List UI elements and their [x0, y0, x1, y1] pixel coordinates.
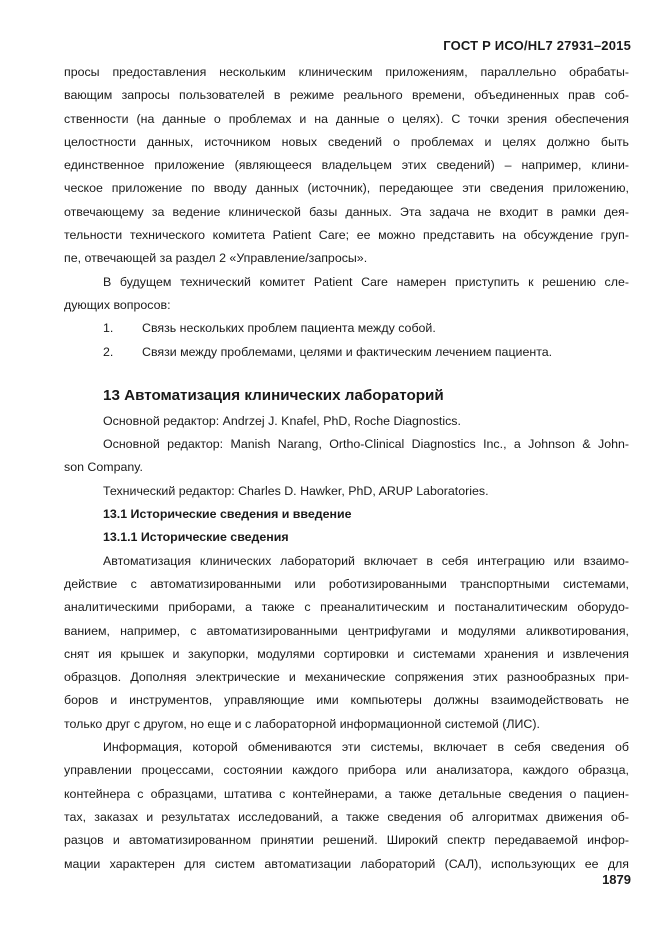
- subsection-title: 13.1 Исторические сведения и введение: [103, 507, 352, 522]
- text-line: контейнера с образцами, штатива с контейнерами, а также детальные сведения о пациен-: [64, 786, 629, 801]
- text-line: Автоматизация клинических лабораторий включает в себя интеграцию или взаимо-: [103, 553, 629, 568]
- list-text: Связь нескольких проблем пациента между собой.: [142, 321, 436, 336]
- list-number: 1.: [103, 321, 114, 336]
- text-line: пе, отвечающей за раздел 2 «Управление/запросы».: [64, 251, 368, 266]
- editor-line: Основной редактор: Manish Narang, Ortho-Clinical Diagnostics Inc., a Johnson & John-: [103, 437, 629, 452]
- text-line: отвечающему за ведение клинической базы данных. Эта задача не входит в рамки дея-: [64, 204, 629, 219]
- text-line: мации характерен для систем автоматизации лабораторий (САЛ), использующих ее для: [64, 856, 629, 871]
- list-item: [64, 317, 629, 340]
- section-title: 13 Автоматизация клинических лабораторий: [103, 386, 444, 404]
- text-line: управлении процессами, состоянии каждого прибора или анализатора, каждого образца,: [64, 763, 629, 778]
- editor-line: son Company.: [64, 460, 143, 475]
- page-content: [64, 61, 629, 876]
- text-line: единственное приложение (являющееся владельцем этих сведений) – например, клини-: [64, 158, 629, 173]
- text-line: разцов и автоматизированном принятии решений. Широкий спектр передаваемой инфор-: [64, 833, 629, 848]
- text-line: действие с автоматизированными или роботизированными транспортными системами,: [64, 576, 629, 591]
- page-number: 1879: [602, 872, 631, 887]
- text-line: аналитическими приборами, а также с преаналитическим и постаналитическим оборудо-: [64, 600, 629, 615]
- text-line: тах, заказах и результатах исследований, а также сведения об алгоритмах движения об-: [64, 809, 629, 824]
- text-line: ческое приложение по вводу данных (источник), передающее эти сведения приложению,: [64, 181, 629, 196]
- text-line: Информация, которой обмениваются эти системы, включает в себя сведения об: [103, 740, 629, 755]
- text-line: снят ия крышек и закупорки, модулями сортировки и системами хранения и извлечения: [64, 646, 629, 661]
- text-line: вающим запросы пользователей в режиме реального времени, объединенных прав соб-: [64, 88, 629, 103]
- text-line: только друг с другом, но еще и с лабораторной информационной системой (ЛИС).: [64, 716, 540, 731]
- tech-editor-line: Технический редактор: Charles D. Hawker, PhD, ARUP Laboratories.: [103, 483, 489, 498]
- editor-line: Основной редактор: Andrzej J. Knafel, PhD, Roche Diagnostics.: [103, 413, 461, 428]
- text-line: просы предоставления нескольким клиническим приложениям, параллельно обрабаты-: [64, 65, 629, 79]
- list-text: Связи между проблемами, целями и фактическим лечением пациента.: [142, 344, 553, 359]
- list-number: 2.: [103, 344, 114, 359]
- text-line: боров и инструментов, управляющие ими компьютеры должны взаимодействовать не: [64, 693, 629, 708]
- text-line: ственности (на данные о проблемах и на данные о целях). С точки зрения обеспечения: [64, 111, 629, 126]
- subsubsection-title: 13.1.1 Исторические сведения: [103, 530, 289, 545]
- standard-header: ГОСТ Р ИСО/HL7 27931–2015: [443, 38, 631, 53]
- text-line: образцов. Дополняя электрические и механические сопряжения этих разнообразных при-: [64, 670, 629, 685]
- text-line: целостности данных, источником новых сведений о проблемах и целях должно быть: [64, 134, 629, 149]
- text-line: ванием, например, с автоматизированными центрифугами и модулями аликвотирования,: [64, 623, 629, 638]
- text-line: дующих вопросов:: [64, 297, 171, 312]
- text-line: тельности технического комитета Patient Care; ее можно представить на обсуждение груп-: [64, 228, 629, 243]
- text-line: В будущем технический комитет Patient Care намерен приступить к решению сле-: [103, 274, 629, 289]
- list-item: [64, 341, 629, 364]
